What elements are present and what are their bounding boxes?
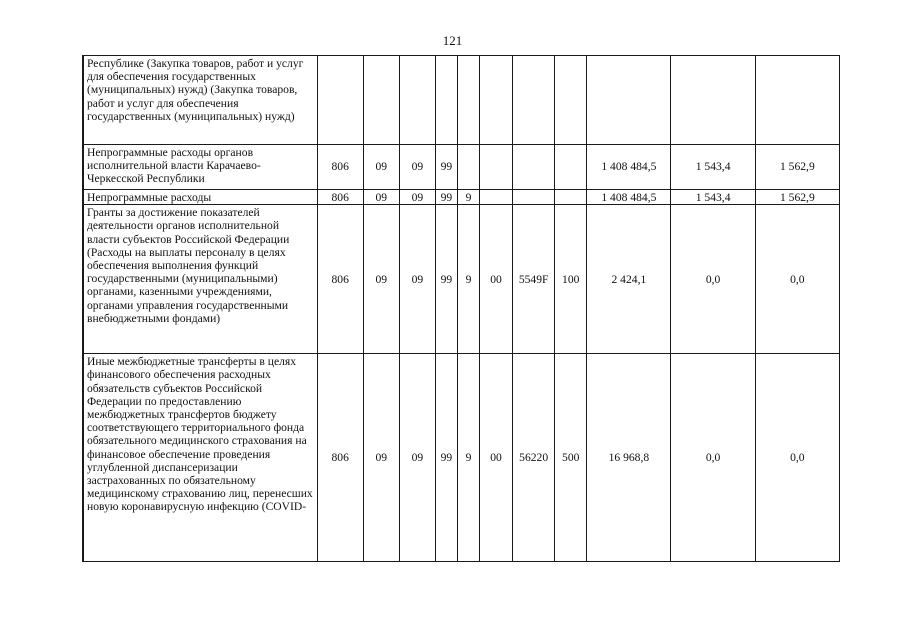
target-article-part2-cell (457, 56, 479, 145)
subsection-cell: 09 (399, 145, 435, 190)
section-cell: 09 (363, 354, 399, 562)
expense-name-cell: Непрограммные расходы органов исполнительной власти Карачаево-Черкесской Республики (84, 145, 318, 190)
expense-name-cell (84, 354, 318, 562)
section-cell (363, 56, 399, 145)
target-article-part3-cell (480, 190, 513, 205)
amount-2-cell: 0,0 (671, 205, 755, 354)
subsection-cell: 09 (399, 205, 435, 354)
amount-1-cell: 2 424,1 (587, 205, 671, 354)
amount-3-cell (755, 56, 839, 145)
amount-1-cell: 1 408 484,5 (587, 190, 671, 205)
expense-type-cell (555, 145, 587, 190)
target-article-part2-cell: 9 (457, 354, 479, 562)
expense-type-cell (555, 56, 587, 145)
ved-cell: 806 (317, 190, 363, 205)
target-article-part3-cell: 00 (480, 354, 513, 562)
target-article-part4-cell: 5549F (513, 205, 555, 354)
ved-cell: 806 (317, 145, 363, 190)
page-number: 121 (442, 33, 463, 48)
target-article-part2-cell (457, 145, 479, 190)
amount-2-cell: 1 543,4 (671, 145, 755, 190)
amount-3-cell: 1 562,9 (755, 190, 839, 205)
target-article-part3-cell (480, 145, 513, 190)
subsection-cell: 09 (399, 354, 435, 562)
ved-cell (317, 56, 363, 145)
target-article-part4-cell (513, 56, 555, 145)
ved-cell: 806 (317, 354, 363, 562)
table-row (83, 56, 840, 145)
amount-3-cell: 1 562,9 (755, 145, 839, 190)
table-row (83, 190, 840, 205)
budget-table (82, 55, 840, 562)
target-article-part1-cell: 99 (435, 205, 457, 354)
expense-name-cell: Непрограммные расходы (84, 190, 318, 205)
target-article-part1-cell: 99 (435, 190, 457, 205)
expense-name-cell: Республике (Закупка товаров, работ и услуг для обеспечения государственных (муниципальных) нужд) (Закупка товаров, работ и услуг для обеспечения государственных (муниципальных) нужд) (84, 56, 318, 145)
expense-type-cell: 100 (555, 205, 587, 354)
amount-1-cell: 1 408 484,5 (587, 145, 671, 190)
target-article-part3-cell (480, 56, 513, 145)
target-article-part4-cell: 56220 (513, 354, 555, 562)
expense-type-cell (555, 190, 587, 205)
target-article-part4-cell (513, 145, 555, 190)
table-row (83, 354, 840, 562)
section-cell: 09 (363, 145, 399, 190)
table-row (83, 205, 840, 354)
expense-name-cell: Гранты за достижение показателей деятельности органов исполнительной власти субъектов Российской Федерации (Расходы на выплаты персоналу в целях обеспечения выполнения функций государственными (муниципальными) органами, казенными учреждениями, органами управления государственными внебюджетными фондами) (84, 205, 318, 354)
target-article-part4-cell (513, 190, 555, 205)
target-article-part1-cell: 99 (435, 145, 457, 190)
table-row (83, 145, 840, 190)
target-article-part3-cell: 00 (480, 205, 513, 354)
target-article-part1-cell (435, 56, 457, 145)
amount-3-cell: 0,0 (755, 205, 839, 354)
expense-type-cell: 500 (555, 354, 587, 562)
section-cell: 09 (363, 190, 399, 205)
expense-name-text: Иные межбюджетные трансферты в целях финансового обеспечения расходных обязательств субъектов Российской Федерации по предоставлению межбюджетных трансфертов бюджету соответствующего территориального фонда обязательного медицинского страхования на финансовое обеспечение проведения углубленной диспансеризации застрахованных по обязательному медицинскому страхованию лиц, перенесших новую коронавирусную инфекцию (COVID- (87, 355, 313, 514)
target-article-part2-cell: 9 (457, 190, 479, 205)
section-cell: 09 (363, 205, 399, 354)
target-article-part1-cell: 99 (435, 354, 457, 562)
amount-2-cell: 1 543,4 (671, 190, 755, 205)
ved-cell: 806 (317, 205, 363, 354)
amount-1-cell: 16 968,8 (587, 354, 671, 562)
subsection-cell: 09 (399, 190, 435, 205)
amount-3-cell: 0,0 (755, 354, 839, 562)
amount-2-cell: 0,0 (671, 354, 755, 562)
subsection-cell (399, 56, 435, 145)
amount-2-cell (671, 56, 755, 145)
amount-1-cell (587, 56, 671, 145)
target-article-part2-cell: 9 (457, 205, 479, 354)
